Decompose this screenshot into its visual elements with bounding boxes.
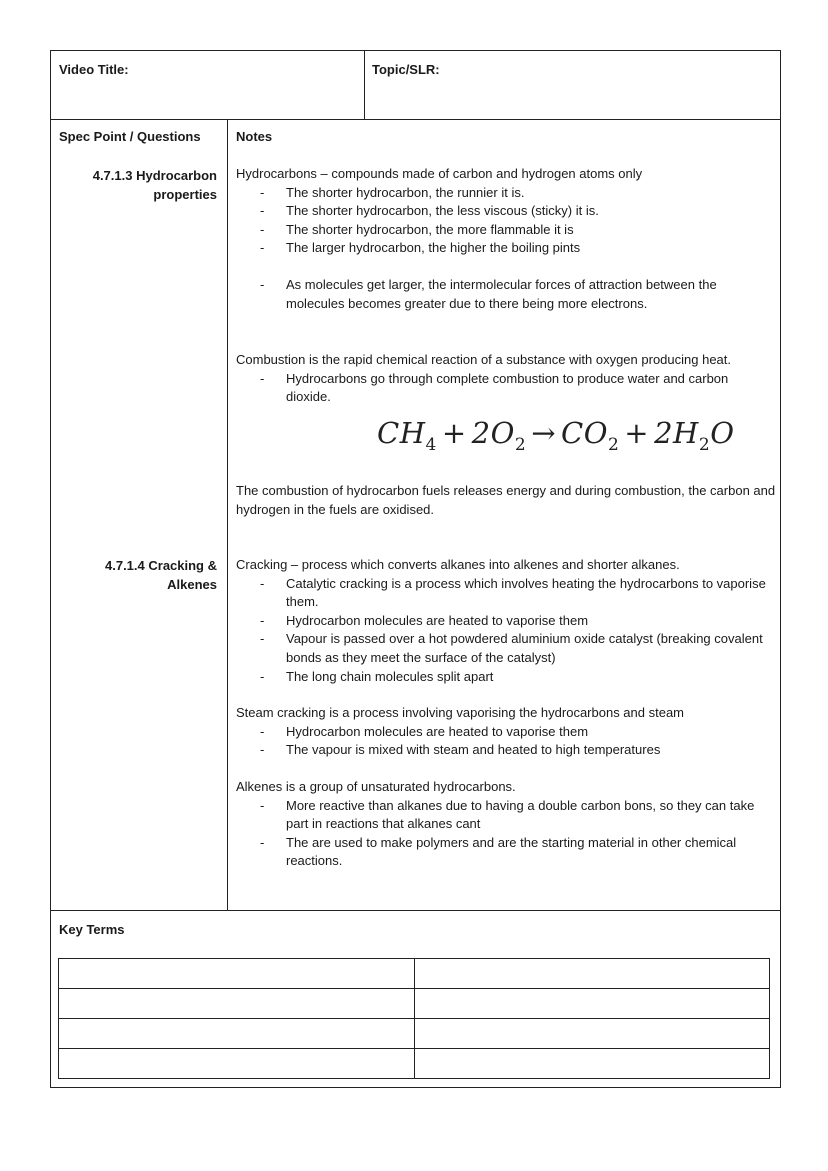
note-intro: Alkenes is a group of unsaturated hydrocarbons. — [236, 778, 516, 794]
bullet-list — [236, 276, 776, 313]
key-terms-label: Key Terms — [59, 922, 125, 937]
bullet-list — [236, 370, 776, 407]
list-item: - Catalytic cracking is a process which involves heating the hydrocarbons to vaporise them. — [236, 575, 776, 612]
title-row — [51, 51, 780, 120]
list-item: - The shorter hydrocarbon, the more flammable it is — [236, 221, 776, 240]
key-term-definition-cell[interactable] — [414, 959, 770, 989]
bullet-list — [236, 184, 776, 258]
spec-point-code: 4.7.1.3 Hydrocarbon — [92, 168, 217, 183]
spec-point-title: Alkenes — [167, 577, 217, 592]
notes-hydrocarbon-properties — [236, 165, 776, 313]
table-row — [59, 989, 770, 1019]
key-term-cell[interactable] — [59, 989, 415, 1019]
column-divider — [227, 119, 228, 910]
spec-point-hydrocarbon-properties — [59, 166, 217, 204]
note-intro: Hydrocarbons – compounds made of carbon and hydrogen atoms only — [236, 166, 643, 181]
list-item: - The shorter hydrocarbon, the less viscous (sticky) it is. — [236, 202, 776, 221]
note-intro: Cracking – process which converts alkanes into alkenes and shorter alkanes. — [236, 557, 680, 572]
bullet-list — [236, 723, 776, 760]
list-item: - The shorter hydrocarbon, the runnier it is. — [236, 184, 776, 203]
key-term-definition-cell[interactable] — [414, 1019, 770, 1049]
notes-column-header: Notes — [236, 129, 273, 144]
video-title-label: Video Title: — [59, 62, 129, 77]
bullet-list — [236, 575, 776, 687]
notes-sheet — [50, 50, 781, 1088]
key-term-cell[interactable] — [59, 959, 415, 989]
list-item: - Vapour is passed over a hot powdered aluminium oxide catalyst (breaking covalent bonds as they meet the surface of the catalyst) — [236, 630, 776, 667]
video-title-cell[interactable] — [51, 51, 365, 119]
key-term-definition-cell[interactable] — [414, 989, 770, 1019]
table-row — [59, 1049, 770, 1079]
notes-combustion-outro — [236, 482, 776, 519]
topic-label: Topic/SLR: — [372, 62, 440, 77]
key-terms-table — [58, 958, 770, 1079]
list-item: - As molecules get larger, the intermolecular forces of attraction between the molecules becomes greater due to there being more electrons. — [236, 276, 776, 313]
bullet-list — [236, 797, 776, 871]
combustion-equation: $CH_4 + 2O_2 \to CO_2 + 2H_2O$ — [377, 416, 735, 455]
note-intro: Steam cracking is a process involving vaporising the hydrocarbons and steam — [236, 705, 685, 721]
key-terms-section — [51, 910, 780, 1088]
key-term-definition-cell[interactable] — [414, 1049, 770, 1079]
spec-point-cracking-alkenes — [59, 556, 217, 594]
table-row — [59, 1019, 770, 1049]
topic-cell[interactable] — [365, 51, 780, 119]
notes-combustion — [236, 351, 776, 407]
note-paragraph: The combustion of hydrocarbon fuels releases energy and during combustion, the carbon and hydrogen in the fuels are oxidised. — [236, 483, 776, 517]
note-intro: Combustion is the rapid chemical reaction of a substance with oxygen producing heat. — [236, 352, 732, 367]
list-item: - The long chain molecules split apart — [236, 668, 776, 687]
spec-column-header: Spec Point / Questions — [59, 129, 201, 144]
list-item: - The are used to make polymers and are the starting material in other chemical reactions. — [236, 834, 776, 871]
spec-point-code: 4.7.1.4 Cracking & — [105, 558, 217, 573]
list-item: - Hydrocarbon molecules are heated to vaporise them — [236, 612, 776, 631]
key-term-cell[interactable] — [59, 1019, 415, 1049]
spec-point-title: properties — [153, 187, 217, 202]
notes-cracking — [236, 556, 776, 871]
table-row — [59, 959, 770, 989]
list-item: - The vapour is mixed with steam and heated to high temperatures — [236, 741, 776, 760]
list-item: - More reactive than alkanes due to having a double carbon bons, so they can take part in reactions that alkanes cant — [236, 797, 776, 834]
list-item: - Hydrocarbons go through complete combustion to produce water and carbon dioxide. — [236, 370, 776, 407]
key-term-cell[interactable] — [59, 1049, 415, 1079]
list-item: - Hydrocarbon molecules are heated to vaporise them — [236, 723, 776, 742]
list-item: - The larger hydrocarbon, the higher the boiling pints — [236, 239, 776, 258]
